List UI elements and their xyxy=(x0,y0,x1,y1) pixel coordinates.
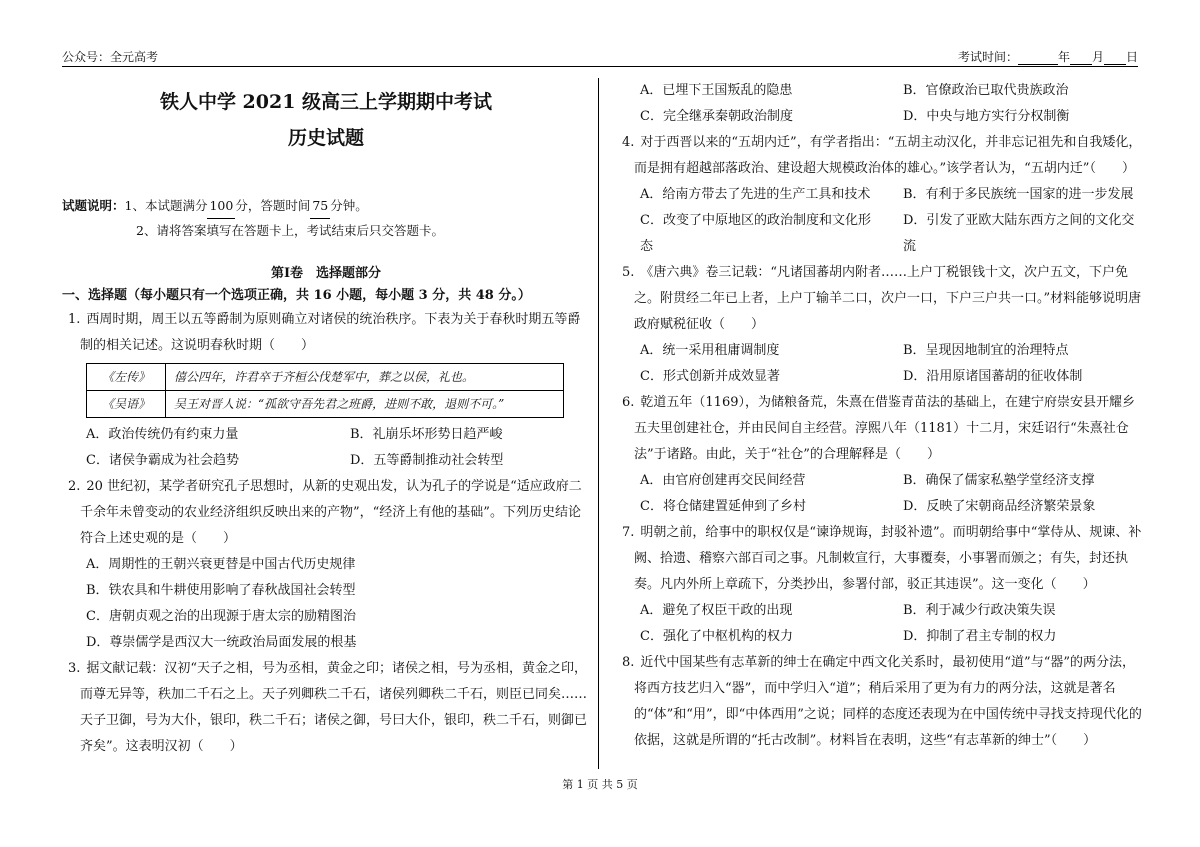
option: B．呈现因地制宜的治理特点 xyxy=(903,343,1069,358)
option: C．完全继承秦朝政治制度 xyxy=(640,109,793,124)
question-3: 3. 据文献记载：汉初“天子之相，号为丞相，黄金之印；诸侯之相，号为丞相，黄金之印，而尊无异等，秩加二千石之上。天子列卿秩二千石，诸侯列卿秩二千石，则臣已同矣……天子卫御，号为大仆，银印，秩二千石；诸侯之御，号曰大仆，银印，秩二千石，则御已齐矣”。这表明汉初（ ） xyxy=(68,661,588,754)
header-left: 公众号：全元高考 xyxy=(62,50,159,64)
option: B．确保了儒家私塾学堂经济支撑 xyxy=(903,473,1095,488)
option: B．有利于多民族统一国家的进一步发展 xyxy=(903,187,1134,202)
right-column xyxy=(616,78,1142,754)
option: A．避免了权臣干政的出现 xyxy=(640,603,793,618)
option: D．尊崇儒学是西汉大一统政治局面发展的根基 xyxy=(86,635,357,650)
option: A．已埋下王国叛乱的隐患 xyxy=(640,83,793,98)
option: B．礼崩乐坏形势日趋严峻 xyxy=(350,427,503,442)
page-header xyxy=(62,46,1138,67)
option: A．由官府创建再交民间经营 xyxy=(640,473,806,488)
option: D．抑制了君主专制的权力 xyxy=(903,629,1057,644)
exam-title: 铁人中学 2021 级高三上学期期中考试 xyxy=(159,91,493,113)
option: A．给南方带去了先进的生产工具和技术 xyxy=(640,187,871,202)
question-1: 1. 西周时期，周王以五等爵制为原则确立对诸侯的统治秩序。下表为关于春秋时期五等爵制的相关记述。这说明春秋时期（ ） 《左传》 僖公四年，许君卒于齐桓公伐楚军中，葬之以侯，礼也。 《吴语》 吴王对晋人说：“孤欲守吾先君之班爵，进则不敢，退则不可。” A．政治传统仍有约束力量 B．礼崩乐坏形势日趋严峻 C．诸侯争霸成为社会趋势 D．五等爵制推动社会转型 xyxy=(62,307,590,474)
option: D．反映了宋朝商品经济繁荣景象 xyxy=(903,499,1096,514)
section-title: 一、选择题（每小题只有一个选项正确，共 16 小题，每小题 3 分，共 48 分。） xyxy=(62,288,531,303)
option: C．将仓储建置延伸到了乡村 xyxy=(640,499,806,514)
option: B．铁农具和牛耕使用影响了春秋战国社会转型 xyxy=(86,583,356,598)
option: D．中央与地方实行分权制衡 xyxy=(903,109,1070,124)
option: C．诸侯争霸成为社会趋势 xyxy=(86,453,239,468)
table-row: 《左传》 僖公四年，许君卒于齐桓公伐楚军中，葬之以侯，礼也。 xyxy=(87,364,564,391)
question-2: 2. 20 世纪初，某学者研究孔子思想时，从新的史观出发，认为孔子的学说是“适应政府二千余年未曾变动的农业经济组织反映出来的产物”，“经济上有他的基础”。下列历史结论符合上述史观的是（ ） A．周期性的王朝兴衰更替是中国古代历史规律 B．铁农具和牛耕使用影响了春秋战国社会转型 C．唐朝贞观之治的出现源于唐太宗的励精图治 D．尊崇儒学是西汉大一统政治局面发展的根基 xyxy=(62,474,590,656)
option: D．沿用原诸国蕃胡的征收体制 xyxy=(903,369,1083,384)
question-6: 6. 乾道五年（1169），为储粮备荒，朱熹在借鉴青苗法的基础上，在建宁府崇安县开耀乡五夫里创建社仓，并由民间自主经营。淳熙八年（1181）十二月，宋廷诏行“朱熹社仓法”于诸路。由此，关于“社仓”的合理解释是（ ） A．由官府创建再交民间经营 B．确保了儒家私塾学堂经济支撑 C．将仓储建置延伸到了乡村 D．反映了宋朝商品经济繁荣景象 xyxy=(616,390,1142,520)
option: A．政治传统仍有约束力量 xyxy=(86,427,239,442)
option: C．改变了中原地区的政治制度和文化形态 xyxy=(640,213,871,254)
exam-subtitle: 历史试题 xyxy=(287,127,364,149)
option: B．官僚政治已取代贵族政治 xyxy=(903,83,1069,98)
question-5: 5. 《唐六典》卷三记载：“凡诸国蕃胡内附者……上户丁税银钱十文，次户五文，下户免之。附贯经二年已上者，上户丁输羊二口，次户一口，下户三户共一口。”材料能够说明唐政府赋税征收（ ） A．统一采用租庸调制度 B．呈现因地制宜的治理特点 C．形式创新并成效显著 D．沿用原诸国蕃胡的征收体制 xyxy=(616,260,1142,390)
source-table xyxy=(86,363,564,418)
question-8: 8. 近代中国某些有志革新的绅士在确定中西文化关系时，最初使用“道”与“器”的两分法，将西方技艺归入“器”，而中学归入“道”；稍后采用了更为有力的两分法，这就是著名的“体”和“用”，即“中体西用”之说；同样的态度还表现为在中国传统中寻找支持现代化的依据，这就是所谓的“托古改制”。材料旨在表明，这些“有志革新的绅士”（ ） xyxy=(622,655,1142,748)
option: A．周期性的王朝兴衰更替是中国古代历史规律 xyxy=(86,557,356,572)
option: C．唐朝贞观之治的出现源于唐太宗的励精图治 xyxy=(86,609,356,624)
option: B．利于减少行政决策失误 xyxy=(903,603,1056,618)
option: C．强化了中枢机构的权力 xyxy=(640,629,793,644)
option: A．统一采用租庸调制度 xyxy=(640,343,780,358)
header-exam-time: 考试时间： 年 月 日 xyxy=(957,50,1138,64)
option: D．五等爵制推动社会转型 xyxy=(350,453,504,468)
question-7: 7. 明朝之前，给事中的职权仅是“谏诤规诲，封驳补遗”。而明朝给事中“掌侍从、规谏、补阙、拾遗、稽察六部百司之事。凡制敕宣行，大事覆奏，小事署而颁之；有失，封还执奏。凡内外所上章疏下，分类抄出，参署付部，驳正其违误”。这一变化（ ） A．避免了权臣干政的出现 B．利于减少行政决策失误 C．强化了中枢机构的权力 D．抑制了君主专制的权力 xyxy=(616,520,1142,650)
option: C．形式创新并成效显著 xyxy=(640,369,780,384)
question-4: 4. 对于西晋以来的“五胡内迁”，有学者指出：“五胡主动汉化，并非忘记祖先和自我矮化，而是拥有超越部落政治、建设超大规模政治体的雄心。”该学者认为，“五胡内迁”（ ） A．给南方带去了先进的生产工具和技术 B．有利于多民族统一国家的进一步发展 C．改变了中原地区的政治制度和文化形态 D．引发了亚欧大陆东西方之间的文化交流 xyxy=(616,130,1142,260)
column-divider xyxy=(598,78,599,769)
page-footer: 第 1 页 共 5 页 xyxy=(562,778,638,791)
part-title: 第Ⅰ卷 选择题部分 xyxy=(270,266,382,281)
left-column xyxy=(62,78,590,760)
exam-notes: 试题说明：1、本试题满分 100 分，答题时间 75 分钟。 2、请将答案填写在答题卡上，考试结束后只交答题卡。 xyxy=(62,194,590,243)
question-3-options xyxy=(616,78,1142,130)
notes-label: 试题说明： xyxy=(62,198,125,213)
table-row: 《吴语》 吴王对晋人说：“孤欲守吾先君之班爵，进则不敢，退则不可。” xyxy=(87,391,564,418)
option: D．引发了亚欧大陆东西方之间的文化交流 xyxy=(903,213,1135,254)
